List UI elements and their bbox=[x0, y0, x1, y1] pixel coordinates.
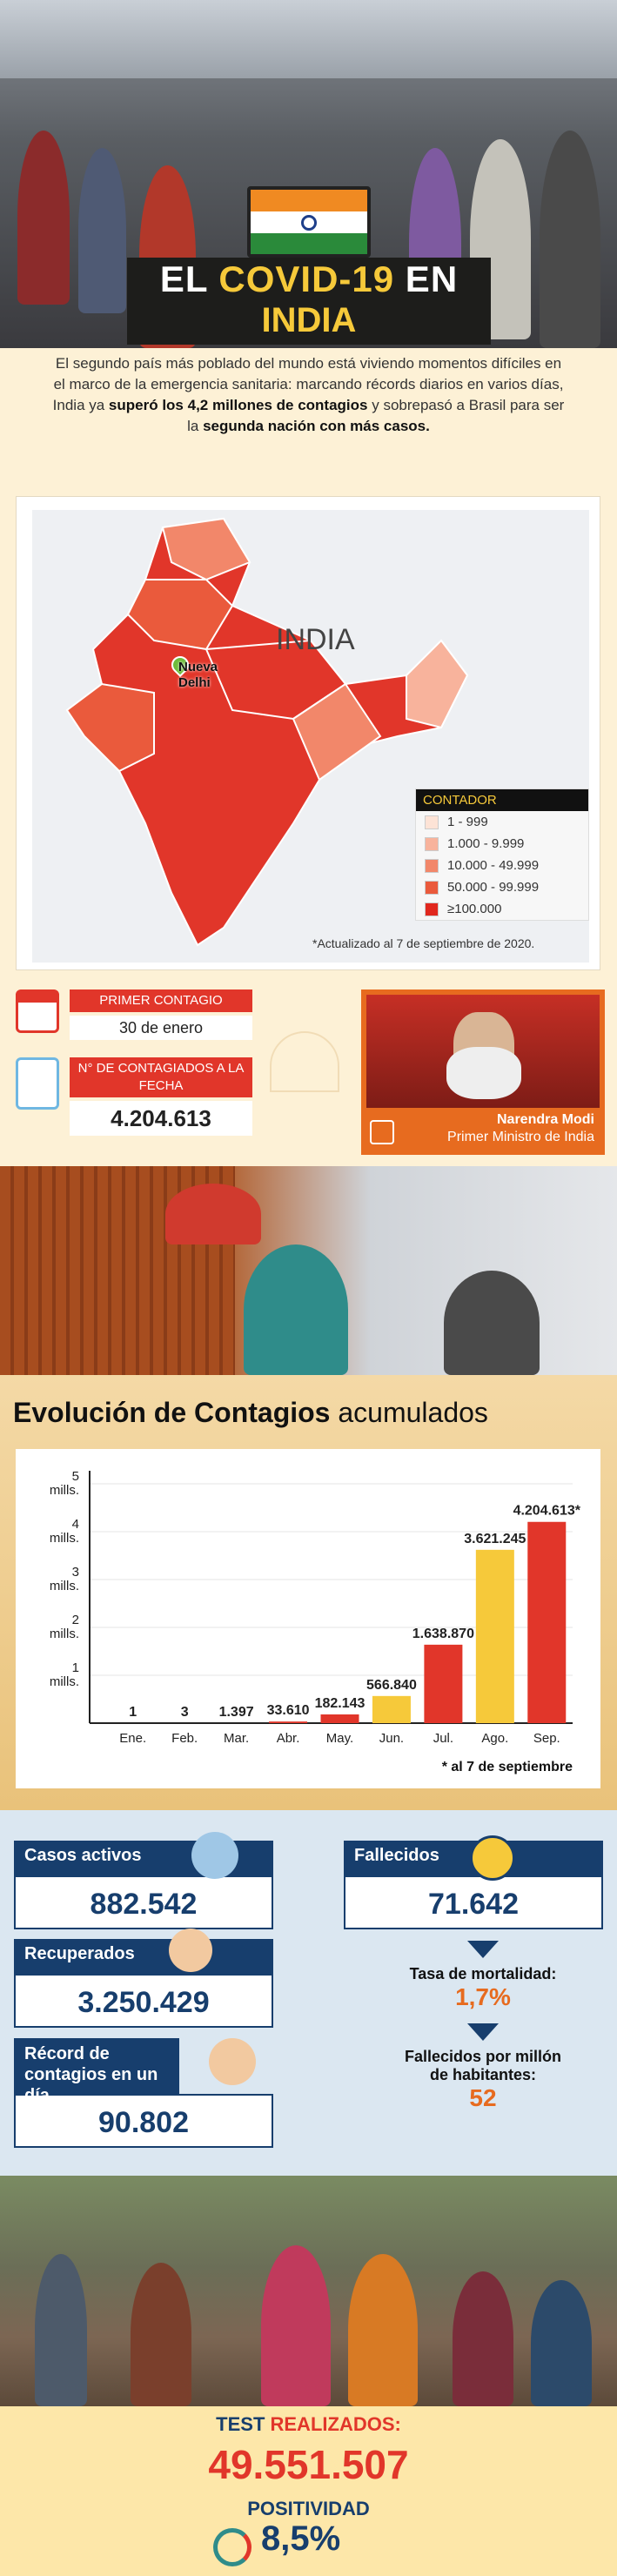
legend-item bbox=[416, 811, 588, 833]
bar-value-label: 33.610 bbox=[266, 1703, 310, 1719]
map-legend bbox=[415, 788, 589, 921]
x-tick-label: Feb. bbox=[171, 1731, 198, 1746]
y-tick-label: 1 mills. bbox=[49, 1660, 79, 1689]
bar bbox=[527, 1522, 566, 1723]
deaths-value: 71.642 bbox=[344, 1875, 603, 1929]
capital-label: Nueva Delhi bbox=[178, 660, 218, 690]
bar bbox=[372, 1696, 411, 1723]
record-label: Récord de contagios en un día bbox=[14, 2038, 179, 2094]
x-tick-label: Abr. bbox=[276, 1731, 300, 1746]
map-section bbox=[0, 474, 617, 992]
chart-card bbox=[16, 1449, 600, 1788]
person-virus-icon bbox=[16, 1057, 59, 1110]
legend-swatch bbox=[425, 881, 439, 895]
migrants-walking-photo bbox=[0, 2176, 617, 2406]
recovered-person-icon bbox=[169, 1929, 212, 1972]
chart-section bbox=[0, 1375, 617, 1810]
bar-value-label: 1.397 bbox=[218, 1705, 254, 1720]
y-tick-label: 5 mills. bbox=[49, 1469, 79, 1498]
arrow-down-icon bbox=[467, 2023, 499, 2041]
first-case-value: 30 de enero bbox=[70, 1016, 252, 1040]
taj-mahal-icon bbox=[270, 1031, 339, 1092]
first-case-label: PRIMER CONTAGIO bbox=[70, 989, 252, 1012]
sick-person-icon bbox=[209, 2038, 256, 2085]
x-tick-label: Mar. bbox=[224, 1731, 250, 1746]
record-card bbox=[14, 2038, 273, 2148]
pm-name: Narendra Modi bbox=[496, 1112, 594, 1127]
bar-value-label: 1.638.870 bbox=[412, 1626, 474, 1641]
mortality-label: Tasa de mortalidad: bbox=[409, 1965, 557, 1982]
info-section bbox=[0, 979, 617, 1157]
calendar-icon bbox=[16, 989, 59, 1033]
virus-icon bbox=[191, 1832, 238, 1879]
bar-value-label: 3 bbox=[180, 1705, 189, 1720]
legend-swatch bbox=[425, 902, 439, 916]
arrow-down-icon bbox=[467, 1941, 499, 1958]
legend-title: CONTADOR bbox=[416, 789, 588, 811]
bar-value-label: 3.621.245 bbox=[464, 1531, 526, 1546]
legend-swatch bbox=[425, 837, 439, 851]
mortality-block bbox=[361, 1941, 605, 2112]
positivity-gauge-icon bbox=[213, 2528, 251, 2566]
tests-value: 49.551.507 bbox=[208, 2442, 409, 2487]
x-tick-label: Jul. bbox=[433, 1731, 454, 1746]
per-million-label: Fallecidos por millón de habitantes: bbox=[404, 2048, 562, 2083]
legend-item bbox=[416, 876, 588, 898]
hero-photo bbox=[0, 0, 617, 348]
sky-background bbox=[0, 0, 617, 78]
recovered-label: Recuperados bbox=[14, 1939, 273, 1974]
stats-section bbox=[0, 1810, 617, 2176]
active-cases-label: Casos activos bbox=[14, 1841, 273, 1875]
legend-label: ≥100.000 bbox=[447, 902, 502, 916]
positivity-label: POSITIVIDAD bbox=[247, 2498, 370, 2519]
intro-text: El segundo país más poblado del mundo está viviendo momentos difíciles en el marco de la emergencia sanitaria: marcando récords diarios en varios días, India ya superó los 4,2 millones de contagios y sobrepasó a Brasil para ser la segunda nación con más casos. bbox=[0, 348, 617, 474]
legend-item bbox=[416, 833, 588, 855]
active-cases-card bbox=[14, 1841, 273, 1929]
bar-value-label: 4.204.613* bbox=[513, 1503, 580, 1519]
deaths-card bbox=[344, 1841, 603, 1929]
bar-value-label: 1 bbox=[129, 1705, 137, 1720]
legend-label: 1.000 - 9.999 bbox=[447, 836, 525, 851]
legend-label: 10.000 - 49.999 bbox=[447, 858, 540, 873]
india-flag-icon bbox=[247, 186, 371, 258]
legend-label: 50.000 - 99.999 bbox=[447, 880, 540, 895]
map-update-note: *Actualizado al 7 de septiembre de 2020. bbox=[312, 936, 535, 950]
legend-item bbox=[416, 855, 588, 876]
tests-label: TEST REALIZADOS: bbox=[216, 2413, 401, 2435]
y-tick-label: 2 mills. bbox=[49, 1613, 79, 1641]
legend-item bbox=[416, 898, 588, 920]
y-tick-label: 3 mills. bbox=[49, 1565, 79, 1593]
pm-title: Primer Ministro de India bbox=[447, 1130, 594, 1144]
country-label: INDIA bbox=[276, 623, 355, 656]
biohazard-icon bbox=[470, 1835, 515, 1881]
bar bbox=[269, 1721, 307, 1723]
x-tick-label: May. bbox=[325, 1731, 354, 1746]
record-value: 90.802 bbox=[14, 2094, 273, 2148]
deaths-label: Fallecidos bbox=[344, 1841, 603, 1875]
prime-minister-card bbox=[361, 989, 605, 1155]
chart-footnote: * al 7 de septiembre bbox=[441, 1760, 573, 1774]
bar-value-label: 566.840 bbox=[366, 1677, 417, 1693]
mortality-value: 1,7% bbox=[455, 1983, 511, 2010]
legend-swatch bbox=[425, 859, 439, 873]
bar bbox=[476, 1550, 514, 1723]
prime-minister-photo bbox=[366, 995, 600, 1108]
chart-svg bbox=[16, 1449, 600, 1788]
y-tick-label: 4 mills. bbox=[49, 1517, 79, 1546]
cases-label: N° DE CONTAGIADOS A LA FECHA bbox=[70, 1057, 252, 1097]
bar bbox=[424, 1645, 462, 1723]
legend-swatch bbox=[425, 815, 439, 829]
tests-section bbox=[0, 2406, 617, 2576]
x-tick-label: Ene. bbox=[119, 1731, 147, 1746]
recovered-value: 3.250.429 bbox=[14, 1974, 273, 2028]
map-card bbox=[16, 496, 600, 970]
chart-title: Evolución de Contagios acumulados bbox=[13, 1397, 488, 1428]
map-background bbox=[32, 510, 589, 963]
bar-value-label: 182.143 bbox=[314, 1695, 366, 1711]
x-tick-label: Ago. bbox=[481, 1731, 509, 1746]
x-tick-label: Jun. bbox=[379, 1731, 405, 1746]
recovered-card bbox=[14, 1939, 273, 2028]
page-title: EL COVID-19 EN INDIA bbox=[127, 258, 491, 345]
migrants-truck-photo bbox=[0, 1166, 617, 1375]
bar bbox=[321, 1714, 359, 1723]
legend-label: 1 - 999 bbox=[447, 815, 488, 829]
cases-value: 4.204.613 bbox=[70, 1101, 252, 1136]
per-million-value: 52 bbox=[469, 2084, 497, 2111]
x-tick-label: Sep. bbox=[533, 1731, 560, 1746]
positivity-value: 8,5% bbox=[261, 2519, 341, 2558]
active-cases-value: 882.542 bbox=[14, 1875, 273, 1929]
